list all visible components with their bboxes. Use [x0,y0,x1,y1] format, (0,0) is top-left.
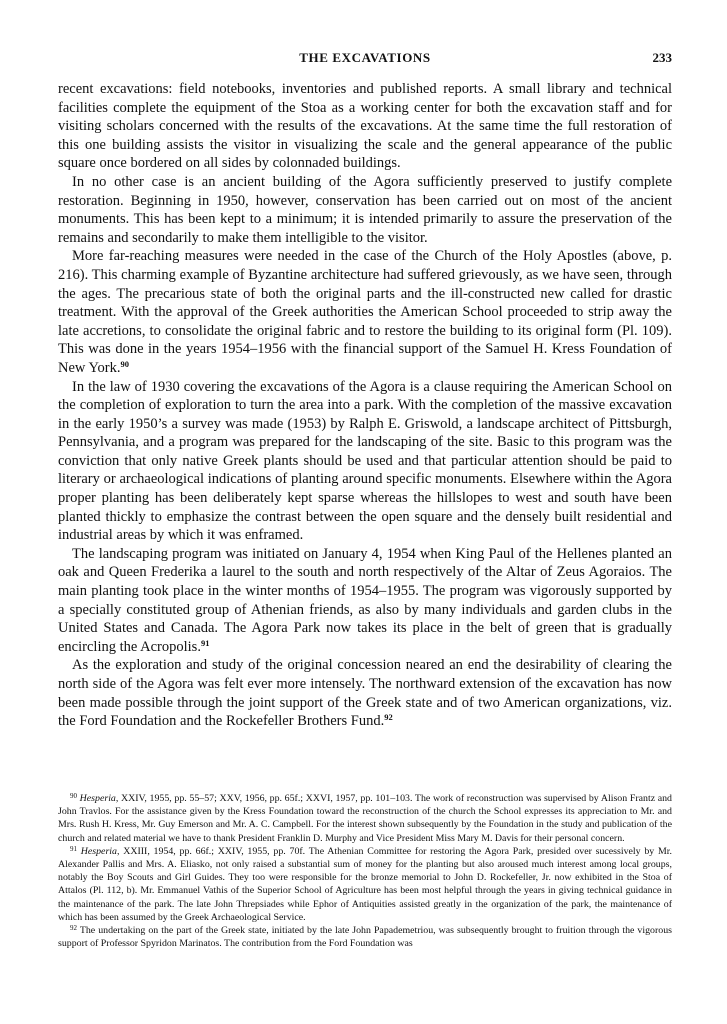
footnote-number: 92 [70,924,77,933]
footnote-number: 91 [70,844,77,853]
footnote-ref-90[interactable]: 90 [120,358,129,369]
paragraph-text: In the law of 1930 covering the excavations of the Agora is a clause requiring the American School on the completion of exploration to turn the area into a park. With the completion of the massive excavation in the early 1950’s a survey was made (1953) by Ralph E. Griswold, a landscape architect of Pittsburgh, Pennsylvania, and a program was prepared for the landscaping of the site. Basic to this program was the conviction that only native Greek plants should be used and that particular attention should be paid to literary or archaeological indications of planting around specific monuments. Elsewhere within the Agora proper planting has been deliberately kept sparse whereas the hillslopes to west and south have been planted thickly to emphasize the contrast between the open square and the densely built residential and industrial areas by which it was enframed. [58,378,672,544]
footnote-text: , XXIV, 1955, pp. 55–57; XXV, 1956, pp. 65f.; XXVI, 1957, pp. 101–103. The work of reconstruction was supervised by Alison Frantz and John Travlos. For the assistance given by the Kress Foundation toward the reconstruction of the church the School expresses its appreciation to Mr. and Mrs. Rush H. Kress, Mr. Guy Emerson and Mr. A. C. Campbell. For the interest shown subsequently by the Foundation in the study and publication of the church and related material we have to thank President Franklin D. Murphy and Vice President Miss Mary M. Davis for their personal concern. [58,793,672,844]
main-text [58,80,672,731]
paragraph-text: As the exploration and study of the original concession neared an end the desirability of clearing the north side of the Agora was felt ever more intensely. The northward extension of the excavation has now been made possible through the joint support of the Greek state and of two American organizations, viz. the Ford Foundation and the Rockefeller Brothers Fund. [58,657,672,730]
footnote-ref-91[interactable]: 91 [200,637,210,648]
footnotes [58,792,672,950]
journal-title: Hesperia [80,845,117,857]
paragraph-text: In no other case is an ancient building of the Agora sufficiently preserved to justify complete restoration. Beginning in 1950, however, conservation has been carried out on most of the ancient monuments. This has been kept to a minimum; it is intended primarily to assure the preservation of the remains and secondarily to make them intelligible to the visitor. [58,173,672,246]
page-number: 233 [652,50,672,65]
footnote-91 [58,845,672,924]
paragraph-1 [58,80,672,173]
paragraph-text: The landscaping program was initiated on January 4, 1954 when King Paul of the Hellenes planted an oak and Queen Frederika a laurel to the south and north respectively of the Altar of Zeus Agoraios. The main planting took place in the winter months of 1954–1955. The program was vigorously supported by a specially constituted group of Athenian friends, as also by many individuals and garden clubs in the United States and Canada. The Agora Park now takes its place in the belt of green that is gradually encircling the Acropolis. [58,545,672,655]
footnote-number: 90 [70,792,77,800]
footnote-text: The undertaking on the part of the Greek state, initiated by the late John Papademetriou, was subsequently brought to fruition through the vigorous support of Professor Spyridon Marinatos. The contribution from the Ford Foundation was [58,925,672,950]
footnote-ref-92[interactable]: 92 [384,712,393,723]
paragraph-5 [58,545,672,657]
page-header [58,50,672,70]
paragraph-2 [58,173,672,247]
running-title: THE EXCAVATIONS [299,50,431,65]
paragraph-4 [58,378,672,545]
footnote-text: , XXIII, 1954, pp. 66f.; XXIV, 1955, pp. 70f. The Athenian Committee for restoring the Agora Park, presided over sucessively by Mr. Alexander Pallis and Mrs. A. Eliasko, not only raised a substantial sum of money for the planting but also aroused much interest among local groups, notably the Boy Scouts and Girl Guides. They too were responsible for the bronze memorial to John D. Rockefeller, Jr. now exhibited in the Stoa of Attalos (Pl. 112, b). Mr. Emmanuel Vathis of the Superior School of Agriculture has been most helpful through the years in giving technical guidance in the maintenance of the park. The late John Threpsiades while Ephor of Antiquities assisted greatly in the organization of the park, the maintenance of which has been assumed by the Greek Archaeological Service. [58,845,672,923]
footnote-90 [58,792,672,845]
footnote-92 [58,924,672,950]
journal-title: Hesperia [79,793,116,804]
paragraph-3 [58,247,672,377]
paragraph-text: recent excavations: field notebooks, inventories and published reports. A small library and technical facilities complete the equipment of the Stoa as a working center for both the excavation staff and for visiting scholars concerned with the results of the excavations. At the same time the full restoration of this one building assists the visitor in visualizing the scale and the general appearance of the public square once bordered on all sides by colonnaded buildings. [58,81,672,172]
paragraph-text: More far-reaching measures were needed in the case of the Church of the Holy Apostles (above, p. 216). This charming example of Byzantine architecture had suffered grievously, as we have seen, through the ages. The precarious state of both the original parts and the ill-constructed new called for drastic treatment. With the approval of the Greek authorities the American School proceeded to strip away the late accretions, to consolidate the original fabric and to restore the building to its original form (Pl. 109). This was done in the years 1954–1956 with the financial support of the Samuel H. Kress Foundation of New York. [58,248,672,376]
paragraph-6 [58,656,672,730]
